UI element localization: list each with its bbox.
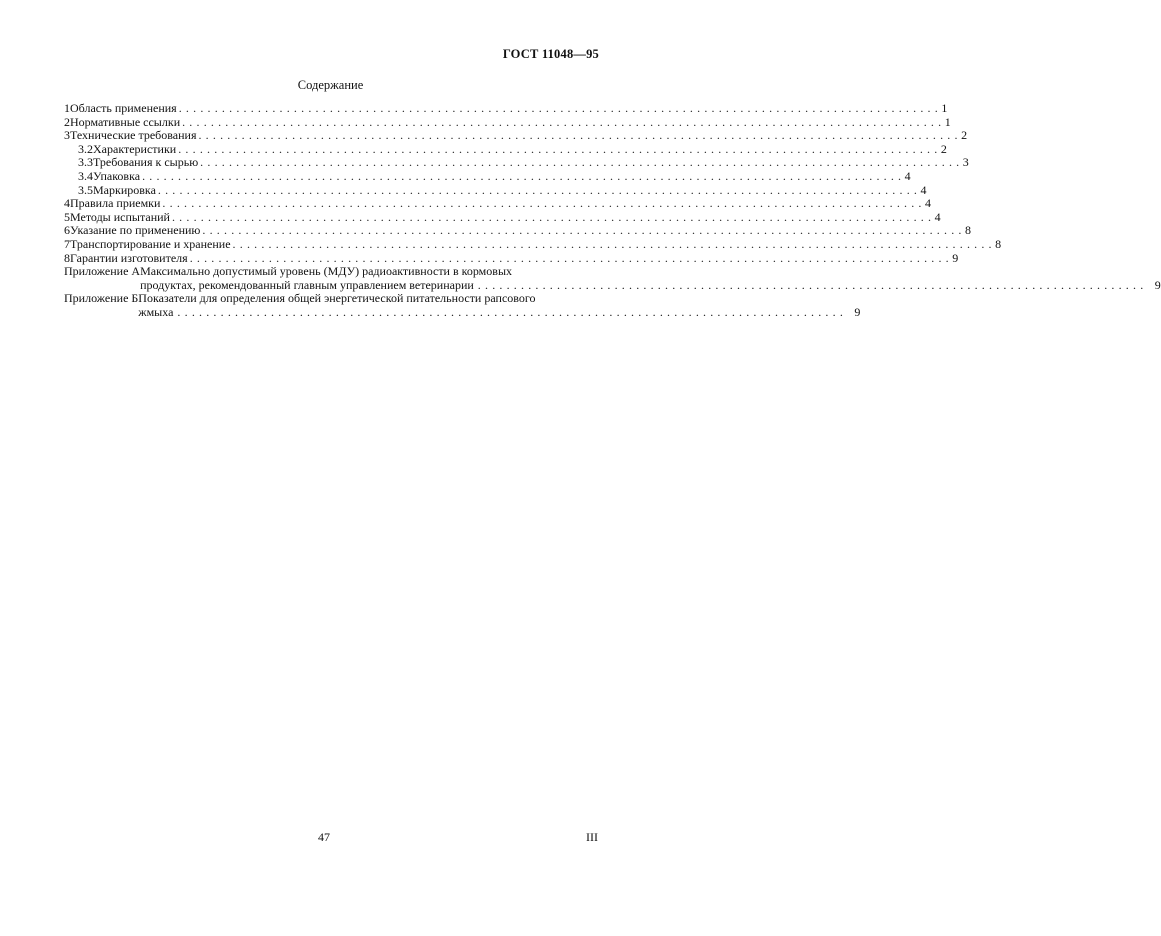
toc-entry-5[interactable] bbox=[64, 209, 941, 225]
toc-entry-number: 4 bbox=[64, 196, 70, 211]
toc-entry-label: Область применения bbox=[70, 101, 177, 115]
toc-entry-number: 3.3 bbox=[78, 155, 93, 170]
toc-leader-dots bbox=[198, 129, 958, 143]
table-of-contents bbox=[64, 101, 1161, 320]
toc-entry-number: 3 bbox=[64, 128, 70, 143]
appendix-prefix: Приложение А bbox=[64, 264, 141, 279]
toc-leader-dots bbox=[233, 238, 993, 252]
toc-entry-label: Характеристики bbox=[93, 141, 177, 156]
appendix-title-line1: Показатели для определения общей энергетической питательности рапсового bbox=[138, 291, 536, 306]
page-number: 47 bbox=[318, 830, 330, 844]
toc-leader-dots bbox=[178, 143, 938, 157]
toc-entry-number: 1 bbox=[64, 101, 70, 115]
appendix-title-line2: жмыха bbox=[138, 304, 174, 319]
toc-entry-label: Нормативные ссылки bbox=[70, 114, 181, 129]
toc-entry-page: 4 bbox=[904, 168, 911, 183]
toc-entry-page: 2 bbox=[961, 128, 968, 143]
toc-entry-number: 8 bbox=[64, 250, 70, 265]
toc-entry-label: Требования к сырью bbox=[93, 155, 199, 170]
toc-leader-dots bbox=[182, 116, 942, 130]
toc-leader-dots bbox=[179, 102, 939, 116]
toc-entry-page: 1 bbox=[941, 101, 948, 115]
toc-entry-number: 2 bbox=[64, 114, 70, 129]
toc-entry-page: 8 bbox=[995, 236, 1002, 251]
toc-entry-3-3[interactable] bbox=[64, 155, 969, 170]
toc-entry-label: Гарантии изготовителя bbox=[70, 250, 188, 265]
toc-leader-dots bbox=[177, 306, 843, 320]
toc-entry-4[interactable] bbox=[64, 196, 932, 211]
toc-leader-dots bbox=[158, 184, 918, 198]
roman-page-number: III bbox=[586, 830, 598, 844]
toc-entry-page: 9 bbox=[1154, 277, 1161, 292]
toc-entry-3-4[interactable] bbox=[64, 168, 911, 184]
toc-leader-dots bbox=[200, 156, 960, 170]
toc-leader-dots bbox=[478, 279, 1144, 293]
toc-entry-number: 3.5 bbox=[78, 182, 93, 197]
toc-entry-page: 8 bbox=[965, 223, 972, 238]
toc-entry-page: 3 bbox=[962, 155, 969, 170]
toc-appendix-a[interactable] bbox=[64, 264, 1161, 292]
toc-entry-page: 4 bbox=[934, 209, 941, 224]
document-code: ГОСТ 11048—95 bbox=[502, 47, 599, 61]
toc-leader-dots bbox=[162, 197, 922, 211]
toc-title: Содержание bbox=[297, 78, 364, 92]
toc-entry-label: Маркировка bbox=[93, 182, 156, 197]
toc-entry-1[interactable] bbox=[64, 101, 948, 116]
toc-leader-dots bbox=[142, 170, 902, 184]
toc-appendix-b[interactable] bbox=[64, 291, 861, 319]
toc-leader-dots bbox=[202, 224, 962, 238]
toc-entry-number: 5 bbox=[64, 209, 70, 224]
toc-entry-number: 7 bbox=[64, 236, 70, 251]
toc-entry-label: Транспортирование и хранение bbox=[70, 236, 231, 251]
toc-entry-number: 6 bbox=[64, 223, 70, 238]
toc-entry-page: 1 bbox=[944, 114, 951, 129]
toc-entry-number: 3.2 bbox=[78, 141, 93, 156]
toc-entry-label: Упаковка bbox=[93, 168, 141, 183]
appendix-title-line1: Максимально допустимый уровень (МДУ) радиоактивности в кормовых bbox=[140, 264, 513, 279]
toc-entry-3-5[interactable] bbox=[64, 182, 927, 198]
toc-entry-3-2[interactable] bbox=[64, 141, 947, 157]
toc-entry-page: 2 bbox=[940, 141, 947, 156]
toc-entry-label: Технические требования bbox=[70, 128, 197, 143]
toc-entry-2[interactable] bbox=[64, 114, 951, 130]
toc-entry-label: Методы испытаний bbox=[70, 209, 170, 224]
appendix-title-line2: продуктах, рекомендованный главным управлением ветеринарии bbox=[140, 277, 474, 292]
toc-entry-7[interactable] bbox=[64, 236, 1002, 252]
toc-entry-label: Правила приемки bbox=[70, 196, 161, 211]
toc-entry-8[interactable] bbox=[64, 250, 959, 266]
toc-entry-number: 3.4 bbox=[78, 168, 93, 183]
toc-entry-page: 9 bbox=[854, 304, 861, 319]
toc-entry-3[interactable] bbox=[64, 128, 968, 143]
toc-leader-dots bbox=[190, 252, 950, 266]
toc-entry-6[interactable] bbox=[64, 223, 972, 238]
toc-leader-dots bbox=[172, 211, 932, 225]
toc-entry-page: 4 bbox=[920, 182, 927, 197]
toc-entry-page: 9 bbox=[952, 250, 959, 265]
appendix-prefix: Приложение Б bbox=[64, 291, 139, 306]
toc-entry-label: Указание по применению bbox=[70, 223, 201, 238]
toc-entry-page: 4 bbox=[925, 196, 932, 211]
